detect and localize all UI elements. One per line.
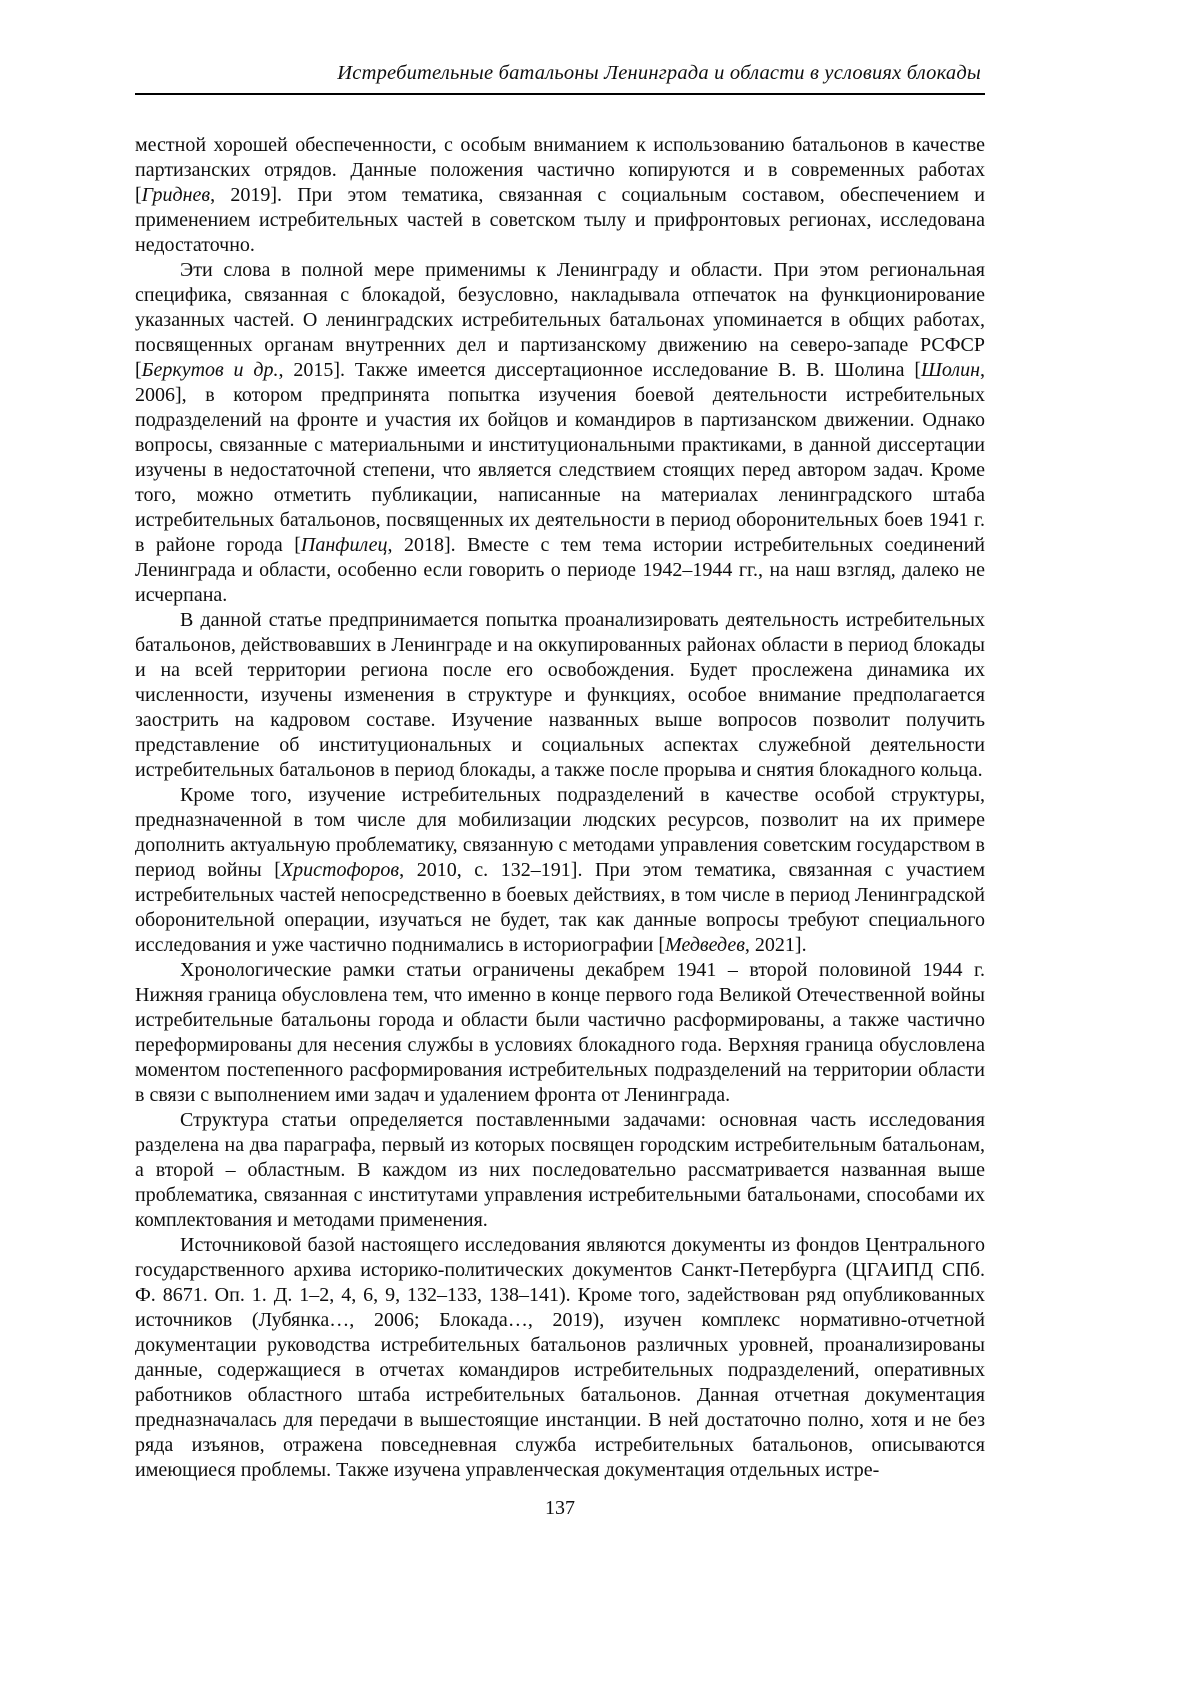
text-run: Хронологические рамки статьи ограничены декабрем 1941 – второй половиной 1944 г. Нижняя граница обусловлена тем, что именно в конце первого года Великой Отечественной войны истребительные батальоны города и области были частично расформированы, а также частично переформированы для несения службы в условиях блокадного года. Верхняя граница обусловлена моментом постепенного расформирования истребительных подразделений на территории области в связи с выполнением ими задач и удалением фронта от Ленинграда.	[135, 959, 985, 1106]
text-run: В данной статье предпринимается попытка проанализировать деятельность истребительных батальонов, действовавших в Ленинграде и на оккупированных районах области в период блокады и на всей территории региона после его освобождения. Будет прослежена динамика их численности, изучены изменения в структуре и функциях, особое внимание предполагается заострить на кадровом составе. Изучение названных выше вопросов позволит получить представление об институциональных и социальных аспектах служебной деятельности истребительных батальонов в период блокады, а также после прорыва и снятия блокадного кольца.	[135, 609, 985, 781]
text-run: , 2021].	[744, 934, 807, 956]
paragraph	[135, 133, 985, 258]
text-run: Структура статьи определяется поставленными задачами: основная часть исследования разделена на два параграфа, первый из которых посвящен городским истребительным батальонам, а второй – областным. В каждом из них последовательно рассматривается названная выше проблематика, связанная с институтами управления истребительными батальонами, способами их комплектования и методами применения.	[135, 1109, 985, 1231]
citation-author: Христофоров	[280, 859, 400, 881]
paragraph	[135, 258, 985, 608]
page-footer	[135, 1497, 985, 1520]
citation-author: Шолин	[920, 359, 980, 381]
text-run: Источниковой базой настоящего исследования являются документы из фондов Центрального государственного архива историко-политических документов Санкт-Петербурга (ЦГАИПД СПб. Ф. 8671. Оп. 1. Д. 1–2, 4, 6, 9, 132–133, 138–141). Кроме того, задействован ряд опубликованных источников (Лубянка…, 2006; Блокада…, 2019), изучен комплекс нормативно-отчетной документации руководства истребительных батальонов различных уровней, проанализированы данные, содержащиеся в отчетах командиров истребительных подразделений, оперативных работников областного штаба истребительных батальонов. Данная отчетная документация предназначалась для передачи в вышестоящие инстанции. В ней достаточно полно, хотя и не без ряда изъянов, отражена повседневная служба истребительных батальонов, описываются имеющиеся проблемы. Также изучена управленческая документация отдельных истре-	[135, 1234, 985, 1481]
citation-author: Беркутов и др.	[141, 359, 279, 381]
article-body	[135, 133, 985, 1483]
running-title: Истребительные батальоны Ленинграда и области в условиях блокады	[337, 62, 981, 84]
text-run: , 2006], в котором предпринята попытка изучения боевой деятельности истребительных подразделений на фронте и участия их бойцов и командиров в партизанском движении. Однако вопросы, связанные с материальными и институциональными практиками, в данной диссертации изучены в недостаточной степени, что является следствием стоящих перед автором задач. Кроме того, можно отметить публикации, написанные на материалах ленинградского штаба истребительных батальонов, посвященных их деятельности в период оборонительных боев 1941 г. в районе города [	[135, 359, 985, 556]
paragraph	[135, 608, 985, 783]
citation-author: Медведев	[665, 934, 745, 956]
paragraph	[135, 958, 985, 1108]
citation-author: Гриднев	[141, 184, 211, 206]
header-rule	[135, 93, 985, 95]
text-run: , 2010, с. 132–191]. При этом тематика, связанная с участием истребительных частей непосредственно в боевых действиях, в том числе в период Ленинградской оборонительной операции, изучаться не будет, так как данные вопросы требуют специального исследования и уже частично поднимались в историографии [	[135, 859, 985, 956]
text-run: , 2015]. Также имеется диссертационное исследование В. В. Шолина [	[278, 359, 921, 381]
text-run: Кроме того, изучение истребительных подразделений в качестве особой структуры, предназначенной в том числе для мобилизации людских ресурсов, позволит на их примере дополнить актуальную проблематику, связанную с методами управления советским государством в период войны [	[135, 784, 985, 881]
citation-author: Панфилец	[300, 534, 388, 556]
paragraph	[135, 1233, 985, 1483]
paragraph	[135, 1108, 985, 1233]
text-run: , 2019]. При этом тематика, связанная с социальным составом, обеспечением и применением истребительных частей в советском тылу и прифронтовых регионах, исследована недостаточно.	[135, 184, 985, 256]
page-number: 137	[545, 1497, 575, 1519]
page-header	[135, 61, 985, 95]
text-run: Эти слова в полной мере применимы к Ленинграду и области. При этом региональная специфика, связанная с блокадой, безусловно, накладывала отпечаток на функционирование указанных частей. О ленинградских истребительных батальонах упоминается в общих работах, посвященных органам внутренних дел и партизанскому движению на северо-западе РСФСР [	[135, 259, 985, 381]
text-run: местной хорошей обеспеченности, с особым вниманием к использованию батальонов в качестве партизанских отрядов. Данные положения частично копируются и в современных работах [	[135, 134, 985, 206]
text-run: , 2018]. Вместе с тем тема истории истребительных соединений Ленинграда и области, особенно если говорить о периоде 1942–1944 гг., на наш взгляд, далеко не исчерпана.	[135, 534, 985, 606]
paragraph	[135, 783, 985, 958]
